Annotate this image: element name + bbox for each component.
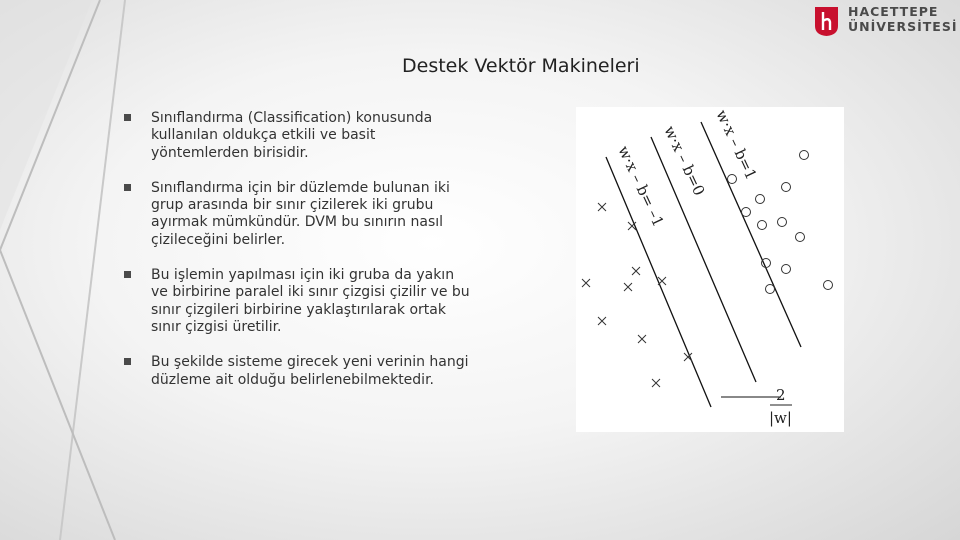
bullet-item (124, 354, 474, 389)
bullet-text: Bu şekilde sisteme girecek yeni verinin hangi düzleme ait olduğu belirlenebilmektedir. (151, 354, 469, 388)
line-label-upper: w·x – b= –1 (614, 143, 668, 230)
bullet-item (124, 267, 474, 336)
circle-icon (778, 218, 787, 227)
svm-diagram (576, 107, 844, 432)
slide-title: Destek Vektör Makineleri (402, 55, 640, 77)
bullet-square-icon (124, 114, 131, 121)
circle-icon (742, 208, 751, 217)
bullet-text: Sınıflandırma (Classification) konusunda kullanılan oldukça etkili ve basit yöntemlerden birisidir. (151, 110, 433, 161)
circle-icon (758, 221, 767, 230)
circle-icon (782, 265, 791, 274)
cross-icon (582, 279, 590, 287)
bullet-square-icon (124, 271, 131, 278)
cross-icon (638, 335, 646, 343)
circle-icon (796, 233, 805, 242)
cross-icon (658, 277, 666, 285)
logo-line-2: ÜNİVERSİTESİ (848, 19, 958, 34)
bullet-item (124, 110, 474, 162)
cross-icon (598, 317, 606, 325)
circle-icon (800, 151, 809, 160)
bullet-square-icon (124, 358, 131, 365)
cross-icon (624, 283, 632, 291)
cross-icon (632, 267, 640, 275)
bullet-text: Bu işlemin yapılması için iki gruba da yakın ve birbirine paralel iki sınır çizgisi çizilir ve bu sınır çizgileri birbirine yaklaştırılarak ortak sınır çizgisi üretilir. (151, 267, 470, 335)
margin-numerator: 2 (776, 386, 786, 404)
margin-denominator: |w| (769, 409, 792, 427)
line-label-middle: w·x – b=0 (660, 123, 709, 199)
circle-icon (766, 285, 775, 294)
bullet-item (124, 180, 474, 249)
cross-icon (598, 203, 606, 211)
bullet-square-icon (124, 184, 131, 191)
circle-icon (756, 195, 765, 204)
circle-icon (728, 175, 737, 184)
bullet-list (124, 110, 474, 389)
circle-icon (762, 259, 771, 268)
line-label-lower: w·x – b=1 (712, 107, 761, 183)
cross-icon (652, 379, 660, 387)
circle-icon (782, 183, 791, 192)
svm-figure (576, 107, 844, 432)
logo-text (848, 4, 957, 34)
circle-icon (824, 281, 833, 290)
cross-icon (684, 353, 692, 361)
hacettepe-h-logo-icon (815, 7, 838, 36)
bullet-text: Sınıflandırma için bir düzlemde bulunan iki grup arasında bir sınır çizilerek iki grubu ayırmak mümkündür. DVM bu sınırın nasıl çizileceğini belirler. (151, 179, 450, 248)
logo-line-1: HACETTEPE (848, 4, 939, 19)
